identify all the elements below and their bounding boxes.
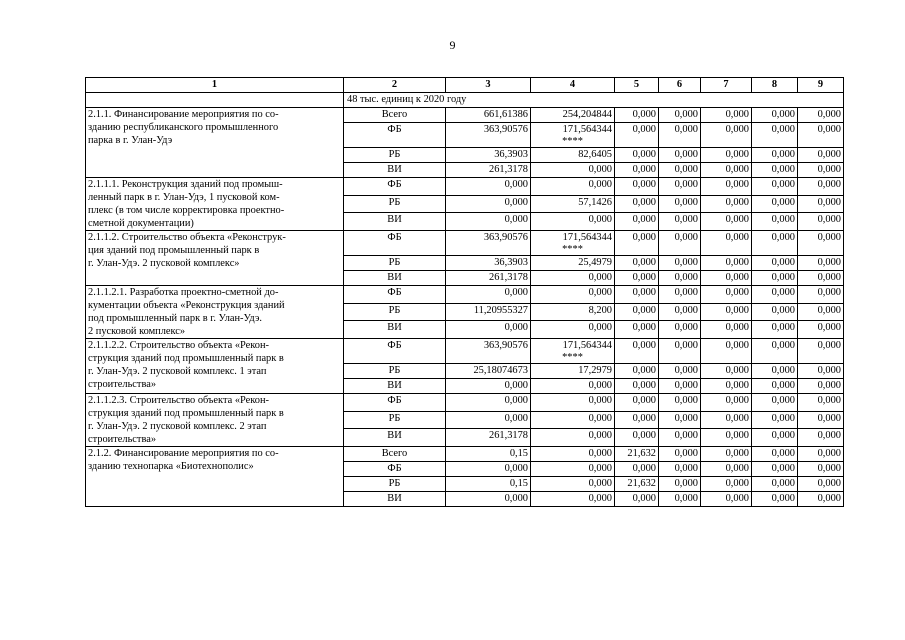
value-cell: 0,000	[798, 477, 844, 492]
table-row	[86, 108, 844, 123]
value-cell: 0,000	[752, 108, 798, 123]
value-cell: 57,1426	[531, 195, 615, 213]
value-cell: 0,000	[659, 178, 701, 196]
value-cell: 17,2979	[531, 364, 615, 379]
value-cell: 0,000	[531, 447, 615, 462]
value-cell	[531, 123, 615, 148]
value-cell: 0,15	[446, 447, 531, 462]
value-cell: 0,000	[752, 492, 798, 507]
value-cell: 0,000	[798, 379, 844, 394]
value-cell: 0,000	[531, 163, 615, 178]
value-cell: 0,000	[798, 256, 844, 271]
table-row	[86, 447, 844, 462]
value-cell: 0,000	[752, 364, 798, 379]
value-cell: 21,632	[615, 477, 659, 492]
value-cell: 0,000	[701, 462, 752, 477]
value-cell: 21,632	[615, 447, 659, 462]
value-cell: 0,000	[615, 256, 659, 271]
funding-source: ВИ	[344, 429, 446, 447]
value-cell: 0,000	[798, 394, 844, 412]
table-row	[86, 394, 844, 412]
value-cell: 0,000	[615, 286, 659, 304]
value-cell: 0,000	[531, 321, 615, 339]
financing-table	[85, 77, 844, 507]
value-cell: 0,000	[659, 462, 701, 477]
value-cell: 11,20955327	[446, 303, 531, 321]
value-cell: 0,000	[659, 303, 701, 321]
value-cell: 0,000	[531, 178, 615, 196]
funding-source: ВИ	[344, 492, 446, 507]
footnote-mark: ****	[562, 244, 583, 255]
value-cell: 0,000	[701, 303, 752, 321]
value-cell: 0,000	[798, 163, 844, 178]
value-cell: 0,000	[659, 123, 701, 148]
value-cell: 0,000	[659, 195, 701, 213]
value-cell: 0,000	[798, 195, 844, 213]
value-cell: 0,000	[701, 213, 752, 231]
value-cell: 0,000	[752, 379, 798, 394]
value-cell: 0,000	[531, 429, 615, 447]
value-cell: 0,000	[701, 364, 752, 379]
measure-description: 2.1.1.1. Реконструкция зданий под промыш- ленный парк в г. Улан-Удэ, 1 пусковой ком- плекс (в том числе корректировка проектно- сметной документации)	[86, 178, 344, 231]
measure-description: 2.1.1.2.3. Строительство объекта «Рекон- струкция зданий под промышленный парк в г. Улан-Удэ. 2 пусковой комплекс. 2 этап строительства»	[86, 394, 344, 447]
value-cell: 0,000	[615, 213, 659, 231]
value-cell: 0,000	[659, 271, 701, 286]
value-cell: 0,000	[446, 379, 531, 394]
value-cell: 0,000	[752, 123, 798, 148]
value-cell: 0,000	[615, 148, 659, 163]
value-cell: 0,000	[615, 429, 659, 447]
value-cell: 0,000	[798, 231, 844, 256]
value-cell: 0,000	[701, 195, 752, 213]
value-cell: 0,000	[798, 303, 844, 321]
value-cell: 0,000	[798, 339, 844, 364]
value-cell: 0,000	[798, 123, 844, 148]
value-text: 171,564344	[562, 232, 612, 243]
value-cell: 0,000	[615, 462, 659, 477]
column-header: 6	[659, 78, 701, 93]
value-cell: 0,000	[701, 286, 752, 304]
funding-source: ВИ	[344, 321, 446, 339]
value-cell: 82,6405	[531, 148, 615, 163]
value-cell: 0,000	[531, 271, 615, 286]
footnote-mark: ****	[562, 136, 583, 147]
value-cell: 0,000	[752, 231, 798, 256]
funding-source: ФБ	[344, 178, 446, 196]
funding-source: ВИ	[344, 379, 446, 394]
funding-source: Всего	[344, 108, 446, 123]
table-row	[86, 231, 844, 256]
value-cell: 261,3178	[446, 271, 531, 286]
value-cell: 0,000	[701, 148, 752, 163]
value-cell: 0,000	[659, 364, 701, 379]
value-text: 171,564344	[562, 340, 612, 351]
value-cell: 0,000	[752, 339, 798, 364]
value-cell: 8,200	[531, 303, 615, 321]
value-cell: 0,000	[531, 379, 615, 394]
value-cell: 0,000	[615, 411, 659, 429]
value-cell: 0,000	[798, 108, 844, 123]
value-cell: 0,000	[752, 447, 798, 462]
value-cell: 0,000	[659, 231, 701, 256]
value-cell: 36,3903	[446, 148, 531, 163]
funding-source: ВИ	[344, 213, 446, 231]
value-cell: 0,000	[752, 321, 798, 339]
value-cell: 0,000	[701, 178, 752, 196]
funding-source: Всего	[344, 447, 446, 462]
value-cell: 363,90576	[446, 231, 531, 256]
value-cell: 0,000	[752, 394, 798, 412]
value-cell: 0,000	[701, 163, 752, 178]
value-cell: 0,000	[531, 213, 615, 231]
value-cell: 0,000	[798, 321, 844, 339]
section-note-empty-cell	[86, 93, 344, 108]
value-cell: 0,000	[446, 195, 531, 213]
value-cell: 0,000	[615, 321, 659, 339]
value-cell: 0,000	[659, 286, 701, 304]
section-note-row	[86, 93, 844, 108]
value-cell: 261,3178	[446, 429, 531, 447]
value-cell: 0,000	[659, 492, 701, 507]
value-cell: 0,000	[798, 271, 844, 286]
value-cell: 0,000	[752, 271, 798, 286]
funding-source: ВИ	[344, 271, 446, 286]
table-row	[86, 286, 844, 304]
value-cell: 0,000	[701, 477, 752, 492]
value-cell: 0,000	[659, 429, 701, 447]
value-cell: 0,000	[531, 286, 615, 304]
value-cell: 363,90576	[446, 123, 531, 148]
value-cell: 0,000	[752, 429, 798, 447]
value-cell: 0,000	[752, 303, 798, 321]
value-cell: 0,000	[752, 477, 798, 492]
value-cell: 0,000	[659, 108, 701, 123]
value-cell: 0,000	[615, 303, 659, 321]
value-cell	[531, 231, 615, 256]
value-cell: 0,000	[798, 462, 844, 477]
column-header: 4	[531, 78, 615, 93]
value-cell: 0,000	[701, 339, 752, 364]
value-cell: 0,000	[701, 321, 752, 339]
value-cell: 0,000	[615, 492, 659, 507]
value-cell: 0,000	[615, 339, 659, 364]
value-cell: 0,000	[701, 411, 752, 429]
table-row	[86, 178, 844, 196]
value-cell: 0,000	[615, 364, 659, 379]
value-cell: 0,000	[531, 411, 615, 429]
value-cell: 0,000	[701, 447, 752, 462]
value-cell: 0,000	[752, 148, 798, 163]
value-cell: 36,3903	[446, 256, 531, 271]
value-cell: 0,000	[615, 394, 659, 412]
column-header: 3	[446, 78, 531, 93]
funding-source: РБ	[344, 195, 446, 213]
value-cell: 0,000	[659, 477, 701, 492]
value-text: 171,564344	[562, 124, 612, 135]
value-cell: 363,90576	[446, 339, 531, 364]
funding-source: РБ	[344, 303, 446, 321]
value-cell: 0,000	[798, 492, 844, 507]
value-cell: 0,000	[798, 286, 844, 304]
value-cell: 261,3178	[446, 163, 531, 178]
measure-description: 2.1.2. Финансирование мероприятия по со- зданию технопарка «Биотехнополис»	[86, 447, 344, 507]
value-cell: 0,000	[615, 379, 659, 394]
value-cell: 0,000	[752, 411, 798, 429]
value-cell: 0,000	[446, 492, 531, 507]
value-cell: 0,000	[659, 256, 701, 271]
value-cell: 0,000	[615, 123, 659, 148]
header-row	[86, 78, 844, 93]
value-cell: 0,000	[701, 394, 752, 412]
value-cell: 0,000	[531, 492, 615, 507]
value-cell: 0,000	[531, 477, 615, 492]
value-cell: 0,000	[701, 271, 752, 286]
value-cell: 25,4979	[531, 256, 615, 271]
value-cell: 0,000	[615, 178, 659, 196]
page-number: 9	[449, 38, 456, 52]
funding-source: РБ	[344, 364, 446, 379]
value-cell: 0,000	[798, 429, 844, 447]
value-cell: 0,000	[701, 256, 752, 271]
value-cell: 0,000	[615, 163, 659, 178]
value-cell: 0,000	[752, 256, 798, 271]
funding-source: ФБ	[344, 286, 446, 304]
value-cell: 0,000	[701, 429, 752, 447]
table-body	[86, 78, 844, 507]
column-header: 5	[615, 78, 659, 93]
value-cell: 0,000	[798, 411, 844, 429]
value-cell: 0,000	[659, 163, 701, 178]
funding-source: ВИ	[344, 163, 446, 178]
column-header: 7	[701, 78, 752, 93]
value-cell: 0,000	[752, 178, 798, 196]
funding-source: РБ	[344, 148, 446, 163]
value-cell: 0,000	[752, 163, 798, 178]
measure-description: 2.1.1.2.1. Разработка проектно-сметной до- кументации объекта «Реконструкция зданий под промышленный парк в г. Улан-Удэ. 2 пусковой комплекс»	[86, 286, 344, 339]
funding-source: ФБ	[344, 339, 446, 364]
value-cell: 0,000	[659, 213, 701, 231]
section-note: 48 тыс. единиц к 2020 году	[344, 93, 844, 108]
funding-source: РБ	[344, 411, 446, 429]
table-row	[86, 339, 844, 364]
value-cell: 0,000	[446, 178, 531, 196]
value-cell: 0,000	[798, 178, 844, 196]
value-cell	[531, 339, 615, 364]
value-cell: 0,000	[615, 271, 659, 286]
column-header: 1	[86, 78, 344, 93]
value-cell: 0,000	[701, 492, 752, 507]
value-cell: 0,000	[615, 108, 659, 123]
funding-source: РБ	[344, 256, 446, 271]
value-cell: 0,000	[531, 394, 615, 412]
value-cell: 0,000	[446, 411, 531, 429]
value-cell: 254,204844	[531, 108, 615, 123]
measure-description: 2.1.1.2. Строительство объекта «Реконструк- ция зданий под промышленный парк в г. Улан-Удэ. 2 пусковой комплекс»	[86, 231, 344, 286]
value-cell: 0,000	[446, 213, 531, 231]
value-cell: 0,000	[531, 462, 615, 477]
value-cell: 0,000	[701, 108, 752, 123]
funding-source: РБ	[344, 477, 446, 492]
measure-description: 2.1.1.2.2. Строительство объекта «Рекон- струкция зданий под промышленный парк в г. Улан-Удэ. 2 пусковой комплекс. 1 этап строительства»	[86, 339, 344, 394]
value-cell: 0,000	[752, 462, 798, 477]
value-cell: 0,000	[659, 411, 701, 429]
footnote-mark: ****	[562, 352, 583, 363]
funding-source: ФБ	[344, 231, 446, 256]
value-cell: 0,000	[446, 286, 531, 304]
column-header: 9	[798, 78, 844, 93]
value-cell: 0,000	[446, 394, 531, 412]
funding-source: ФБ	[344, 462, 446, 477]
value-cell: 0,000	[659, 148, 701, 163]
value-cell: 0,000	[701, 231, 752, 256]
value-cell: 0,000	[615, 195, 659, 213]
value-cell: 0,000	[659, 321, 701, 339]
value-cell: 0,15	[446, 477, 531, 492]
value-cell: 0,000	[659, 447, 701, 462]
value-cell: 0,000	[798, 364, 844, 379]
value-cell: 661,61386	[446, 108, 531, 123]
value-cell: 0,000	[798, 447, 844, 462]
value-cell: 0,000	[659, 339, 701, 364]
value-cell: 0,000	[701, 379, 752, 394]
column-header: 2	[344, 78, 446, 93]
value-cell: 0,000	[446, 462, 531, 477]
value-cell: 0,000	[752, 213, 798, 231]
value-cell: 0,000	[701, 123, 752, 148]
value-cell: 0,000	[659, 379, 701, 394]
value-cell: 25,18074673	[446, 364, 531, 379]
column-header: 8	[752, 78, 798, 93]
value-cell: 0,000	[615, 231, 659, 256]
measure-description: 2.1.1. Финансирование мероприятия по со- зданию республиканского промышленного парка в г. Улан-Удэ	[86, 108, 344, 178]
value-cell: 0,000	[446, 321, 531, 339]
funding-source: ФБ	[344, 123, 446, 148]
value-cell: 0,000	[659, 394, 701, 412]
funding-source: ФБ	[344, 394, 446, 412]
value-cell: 0,000	[752, 195, 798, 213]
value-cell: 0,000	[798, 213, 844, 231]
value-cell: 0,000	[798, 148, 844, 163]
value-cell: 0,000	[752, 286, 798, 304]
